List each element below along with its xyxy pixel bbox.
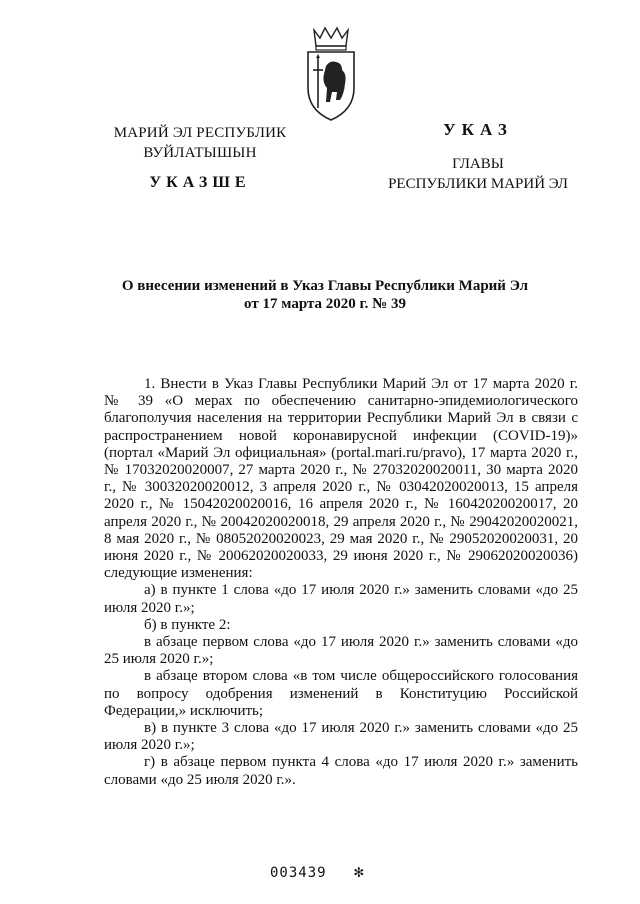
paragraph: б) в пункте 2:	[144, 616, 231, 633]
asterisk-mark: ✻	[354, 862, 365, 881]
header-right	[368, 120, 588, 194]
header-left-line2: ВУЙЛАТЫШЫН	[143, 145, 257, 161]
header-left-line1: МАРИЙ ЭЛ РЕСПУБЛИК	[113, 125, 287, 141]
header-left-title: УКАЗШЕ	[149, 174, 251, 191]
heading-line2: от 17 марта 2020 г. № 39	[244, 296, 406, 312]
document-body	[104, 376, 578, 789]
paragraph: в) в пункте 3 слова «до 17 июля 2020 г.» заменить словами «до 25 июля 2020 г.»;	[104, 720, 578, 754]
paragraph: а) в пункте 1 слова «до 17 июля 2020 г.» заменить словами «до 25 июля 2020 г.»;	[104, 582, 578, 616]
header-right-title: УКАЗ	[443, 120, 513, 139]
header-right-line1: ГЛАВЫ	[452, 156, 504, 172]
footer	[270, 862, 365, 881]
header-left	[110, 123, 290, 193]
coat-of-arms-icon	[300, 26, 362, 124]
header-right-line2: РЕСПУБЛИКИ МАРИЙ ЭЛ	[388, 176, 568, 192]
heading-line1: О внесении изменений в Указ Главы Республики Марий Эл	[121, 278, 529, 294]
document-heading	[70, 277, 580, 313]
paragraph: 1. Внести в Указ Главы Республики Марий Эл от 17 марта 2020 г. № 39 «О мерах по обеспечению санитарно-эпидемиологического благополучия населения на территории Республики Марий Эл в связи с распространением новой коронавирусной инфекции (COVID-19)» (портал «Марий Эл официальная» (portal.mari.ru/pravo), 17 марта 2020 г., № 17032020020007, 27 марта 2020 г., № 27032020020011, 30 марта 2020 г., № 30032020020012, 3 апреля 2020 г., № 03042020020013, 15 апреля 2020 г., № 15042020020016, 16 апреля 2020 г., № 16042020020017, 20 апреля 2020 г., № 20042020020018, 29 апреля 2020 г., № 29042020020021, 8 мая 2020 г., № 08052020020023, 29 мая 2020 г., № 29052020020031, 20 июня 2020 г., № 20062020020033, 29 июня 2020 г., № 29062020020036) следующие изменения:	[104, 376, 578, 582]
paragraph: в абзаце втором слова «в том числе общероссийского голосования по вопросу одобрения изменений в Конституцию Российской Федерации,» исключить;	[104, 668, 578, 719]
serial-number: 003439	[270, 865, 327, 881]
paragraph: г) в абзаце первом пункта 4 слова «до 17 июля 2020 г.» заменить словами «до 25 июля 2020 г.».	[104, 754, 578, 788]
paragraph: в абзаце первом слова «до 17 июля 2020 г.» заменить словами «до 25 июля 2020 г.»;	[104, 634, 578, 668]
